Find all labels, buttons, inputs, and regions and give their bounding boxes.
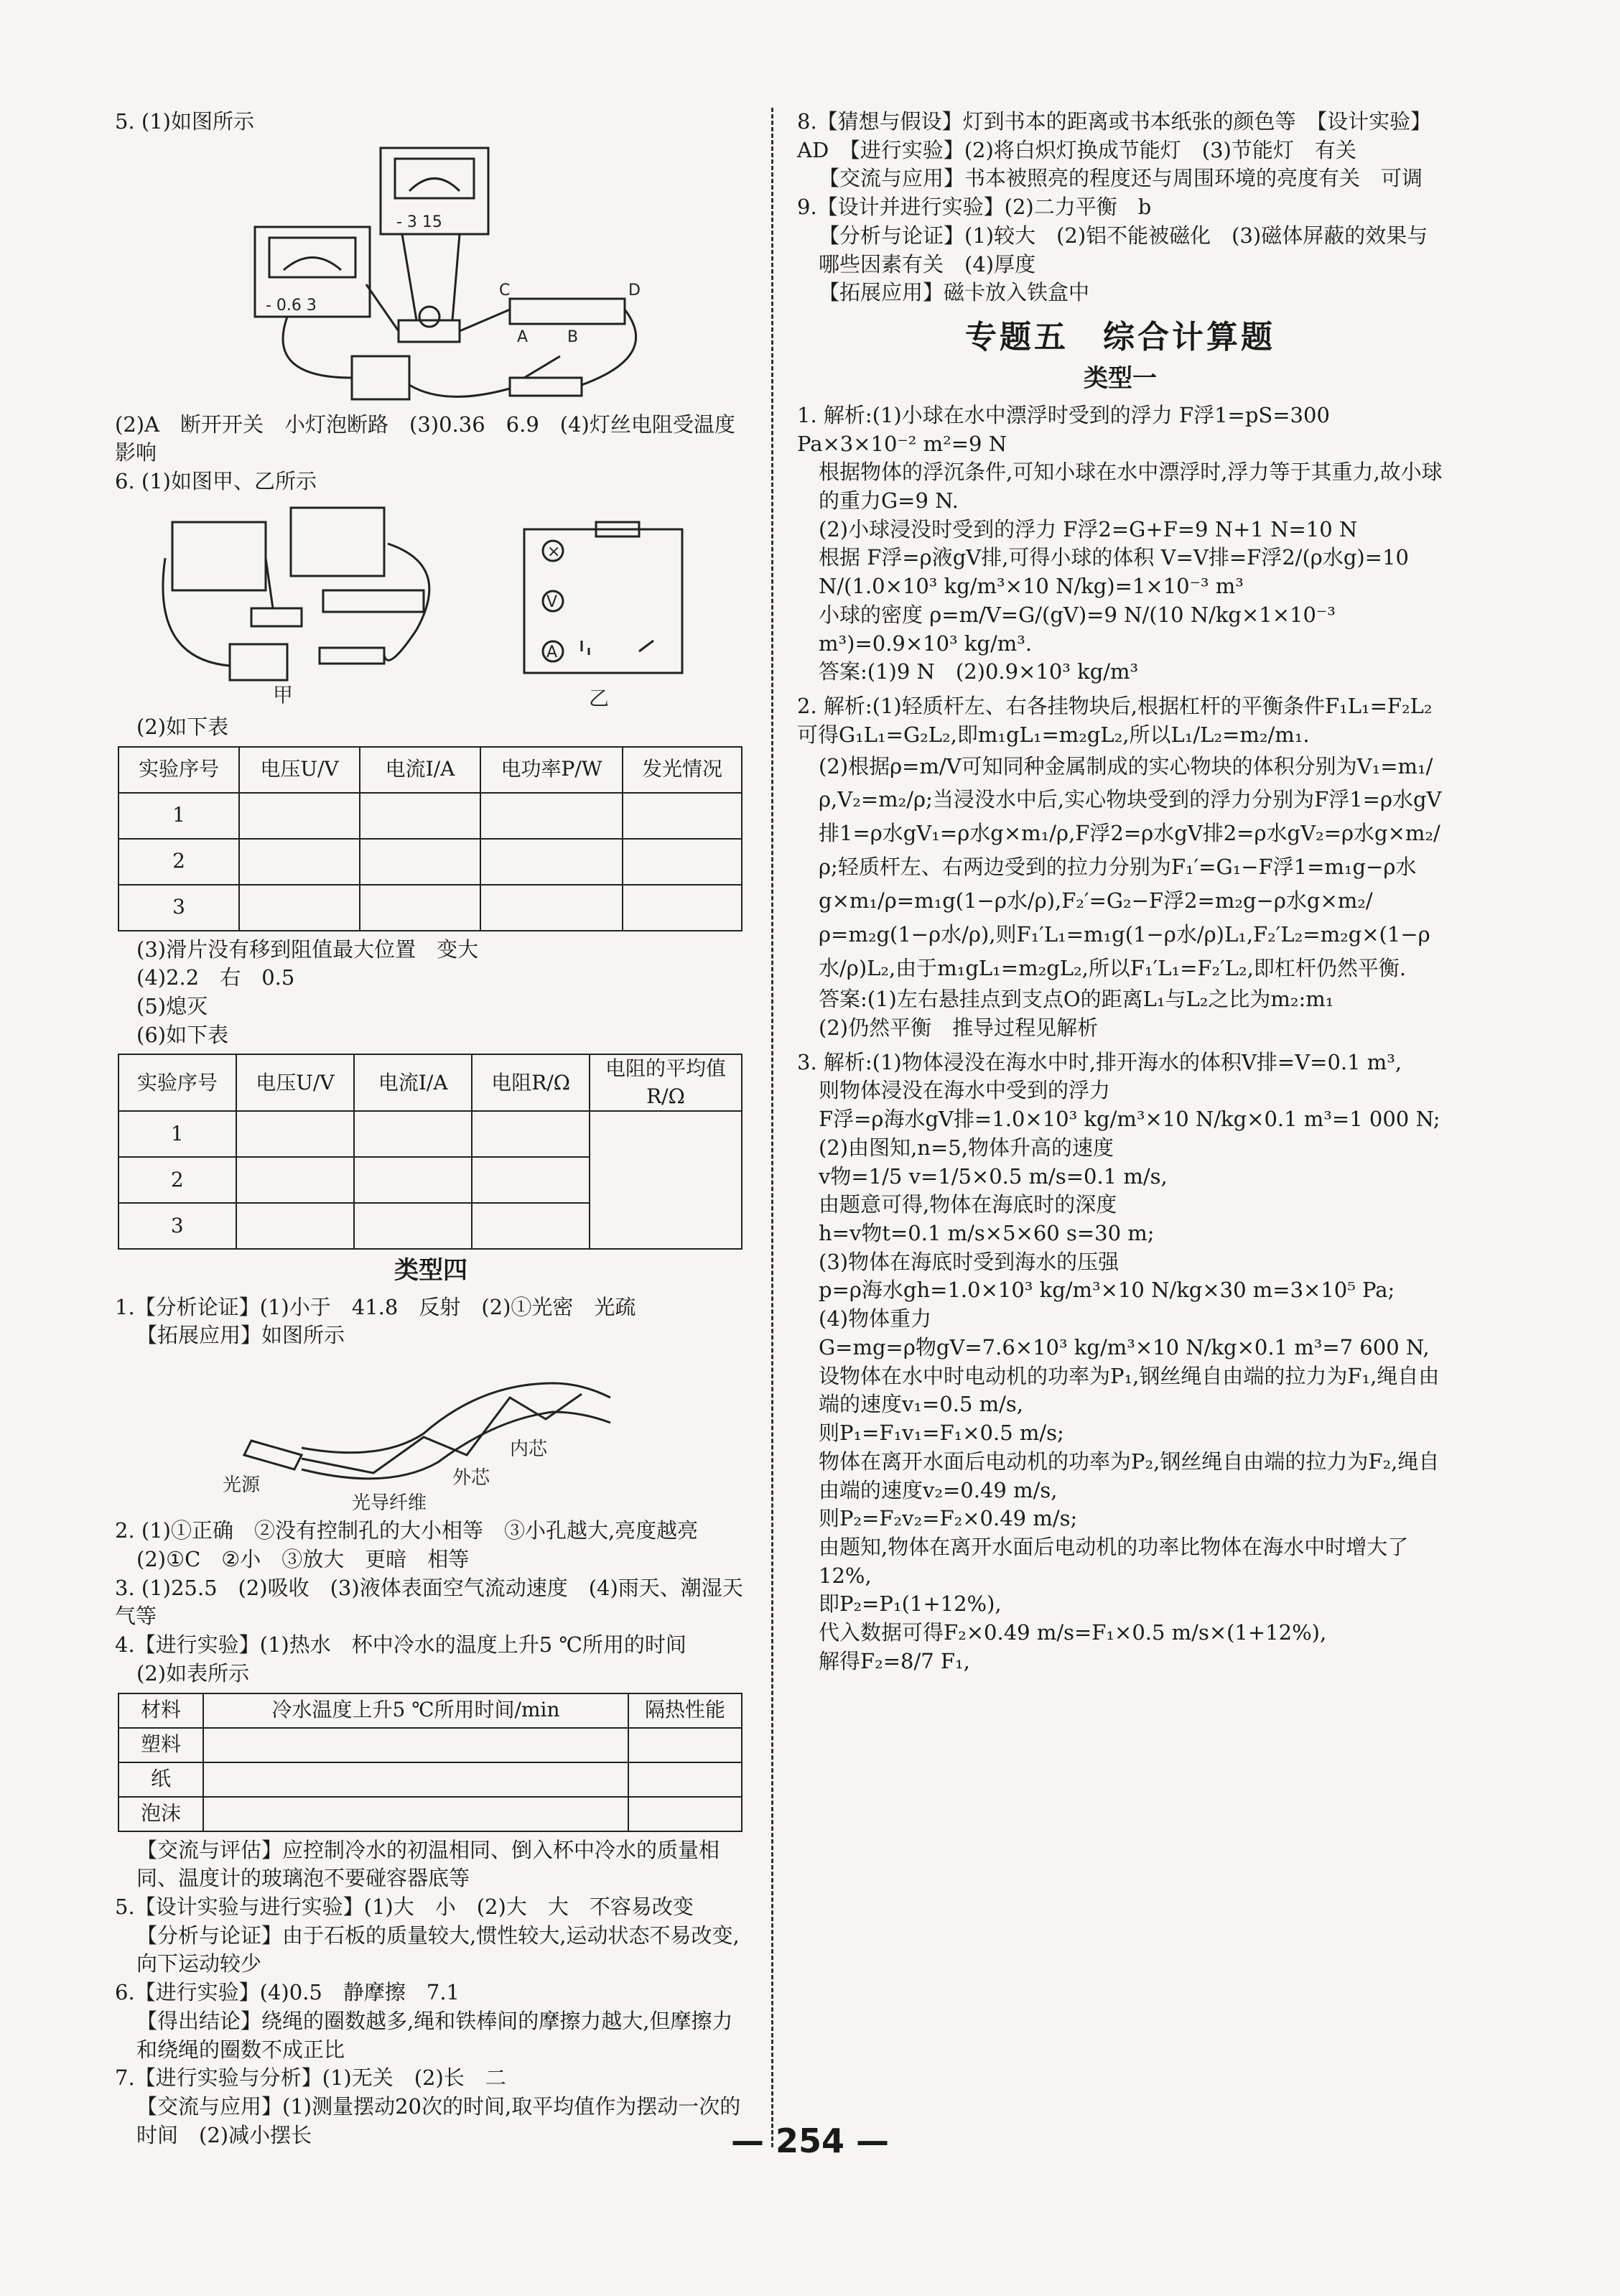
t4q3: 3. (1)25.5 (2)吸收 (3)液体表面空气流动速度 (4)雨天、潮湿天气等 <box>115 1575 743 1629</box>
table-header: 实验序号 <box>118 747 239 793</box>
c2-l1: 2. 解析:(1)轻质杆左、右各挂物块后,根据杠杆的平衡条件F₁L₁=F₂L₂可得G₁L₁=G₂L₂,即m₁gL₁=m₂gL₂,所以L₁/L₂=m₂/m₁. <box>797 694 1433 747</box>
svg-text:B: B <box>567 327 579 346</box>
svg-text:×: × <box>547 542 561 561</box>
lamp-icon <box>399 320 460 342</box>
table-header: 电功率P/W <box>480 747 623 793</box>
c3-l18: 代入数据可得F₂×0.49 m/s=F₁×0.5 m/s×(1+12%), <box>819 1620 1327 1645</box>
t4q2-a: 2. (1)①正确 ②没有控制孔的大小相等 ③小孔越大,亮度越亮 <box>115 1518 699 1543</box>
table-header: 电阻R/Ω <box>472 1054 590 1111</box>
q6-head: 6. (1)如图甲、乙所示 <box>115 469 317 494</box>
c3-l5: v物=1/5 v=1/5×0.5 m/s=0.1 m/s, <box>819 1163 1168 1189</box>
rheostat-icon <box>323 590 424 612</box>
c3-l1: 3. 解析:(1)物体浸没在海水中时,排开海水的体积V排=V=0.1 m³, <box>797 1049 1402 1074</box>
switch-icon <box>320 648 384 664</box>
table-header: 发光情况 <box>623 747 742 793</box>
svg-text:A: A <box>546 643 558 661</box>
c3-l9: p=ρ海水gh=1.0×10³ kg/m³×10 N/kg×30 m=3×10⁵ Pa; <box>819 1278 1395 1303</box>
table-row: 泡沫 <box>118 1797 742 1831</box>
c3-l2: 则物体浸没在海水中受到的浮力 <box>819 1078 1111 1103</box>
battery-icon <box>352 356 409 399</box>
fig-label-jia: 甲 <box>273 682 294 707</box>
table-row: 纸 <box>118 1762 742 1797</box>
q6-part6: (6)如下表 <box>136 1022 229 1047</box>
fig-caption: 光导纤维 <box>352 1492 427 1513</box>
section-title: 专题五 综合计算题 <box>965 319 1275 356</box>
fig-label-yi: 乙 <box>589 686 610 709</box>
t4q4-c: 【交流与评估】应控制冷水的初温相同、倒入杯中冷水的质量相同、温度计的玻璃泡不要碰容器底等 <box>136 1837 720 1891</box>
c3-l14: 物体在离开水面后电动机的功率为P₂,钢丝绳自由端的拉力为F₂,绳自由端的速度v₂=0.49 m/s, <box>819 1449 1440 1502</box>
q6-circuit-figures <box>151 501 711 709</box>
fig-outer-label: 外芯 <box>452 1467 490 1489</box>
table-row: 3 <box>118 1203 742 1249</box>
svg-text:- 3 15: - 3 15 <box>396 213 442 231</box>
c3-l19: 解得F₂=8/7 F₁, <box>819 1648 970 1673</box>
table-header: 材料 <box>118 1693 203 1728</box>
q6-table2 <box>118 1054 742 1250</box>
c3-l3: F浮=ρ海水gV排=1.0×10³ kg/m³×10 N/kg×0.1 m³=1 000 N; <box>819 1107 1440 1132</box>
q9-b: 【分析与论证】(1)较大 (2)铝不能被磁化 (3)磁体屏蔽的效果与哪些因素有关 (4)厚度 <box>819 223 1428 276</box>
c1-l5: 小球的密度 ρ=m/V=G/(gV)=9 N/(10 N/kg×1×10⁻³ m³)=0.9×10³ kg/m³. <box>819 602 1336 656</box>
t4q4-b: (2)如表所示 <box>136 1660 250 1686</box>
lamp-icon <box>251 608 302 626</box>
q6-part3: (3)滑片没有移到阻值最大位置 变大 <box>136 936 479 962</box>
table-header: 实验序号 <box>118 1054 236 1111</box>
q6-table1 <box>118 746 742 931</box>
c3-l6: 由题意可得,物体在海底时的深度 <box>819 1192 1117 1217</box>
voltmeter-icon <box>291 508 384 576</box>
t4q6-a: 6.【进行实验】(4)0.5 静摩擦 7.1 <box>115 1980 460 2005</box>
type1-title: 类型一 <box>1084 364 1157 394</box>
t4q6-b: 【得出结论】绕绳的圈数越多,绳和铁棒间的摩擦力越大,但摩擦力和绕绳的圈数不成正比 <box>136 2008 733 2062</box>
column-divider <box>771 108 773 2147</box>
rheostat-icon <box>510 299 625 324</box>
q8-a: 8.【猜想与假设】灯到书本的距离或书本纸张的颜色等 【设计实验】AD 【进行实验】(2)将白炽灯换成节能灯 (3)节能灯 有关 <box>797 109 1432 162</box>
fig-source-label: 光源 <box>223 1474 261 1497</box>
left-column <box>115 108 747 2149</box>
svg-text:A: A <box>517 327 529 346</box>
t4q2-b: (2)①C ②小 ③放大 更暗 相等 <box>136 1546 470 1571</box>
switch-icon <box>510 378 582 396</box>
table-header: 电压U/V <box>239 747 360 793</box>
table-row: 塑料 <box>118 1728 742 1762</box>
c2-l2: (2)根据ρ=m/V可知同种金属制成的实心物块的体积分别为V₁=m₁/ρ,V₂=m₂/ρ;当浸没水中后,实心物块受到的浮力分别为F浮1=ρ水gV排1=ρ水gV₁=ρ水g×m₁/ρ,F浮2=ρ水gV排2=ρ水gV₂=ρ水g×m₂/ρ;轻质杆左、右两边受到的拉力分别为F₁′=G₁−F浮1=m₁g−ρ水g×m₁/ρ=m₁g(1−ρ水/ρ),F₂′=G₂−F浮2=m₂g−ρ水g×m₂/ρ=m₂g(1−ρ水/ρ),则F₁′L₁=m₁g(1−ρ水/ρ)L₁,F₂′L₂=m₂g×(1−ρ水/ρ)L₂,由于m₁gL₁=m₂gL₂,所以F₁′L₁=F₂′L₂,即杠杆仍然平衡. <box>819 753 1442 981</box>
table-header: 电压U/V <box>236 1054 355 1111</box>
c3-l4: (2)由图知,n=5,物体升高的速度 <box>819 1135 1114 1160</box>
q6-part4: (4)2.2 右 0.5 <box>136 965 295 990</box>
table-header: 电阻的平均值R/Ω <box>590 1054 742 1111</box>
q9-c: 【拓展应用】磁卡放入铁盒中 <box>819 280 1090 305</box>
c3-l17: 即P₂=P₁(1+12%), <box>819 1591 1002 1617</box>
right-column <box>797 108 1443 1676</box>
c3-l8: (3)物体在海底时受到海水的压强 <box>819 1249 1119 1274</box>
page-number: — 254 — <box>730 2121 890 2160</box>
c1-l1: 1. 解析:(1)小球在水中漂浮时受到的浮力 F浮1=pS=300 Pa×3×10⁻² m²=9 N <box>797 402 1330 456</box>
table-header: 电流I/A <box>354 1054 472 1111</box>
svg-text:C: C <box>499 281 511 299</box>
q9-a: 9.【设计并进行实验】(2)二力平衡 b <box>797 195 1152 220</box>
table-row: 1 <box>118 793 742 839</box>
c1-l4: 根据 F浮=ρ液gV排,可得小球的体积 V=V排=F浮2/(ρ水g)=10 N/(1.0×10³ kg/m³×10 N/kg)=1×10⁻³ m³ <box>819 545 1409 599</box>
c1-l2: 根据物体的浮沉条件,可知小球在水中漂浮时,浮力等于其重力,故小球的重力G=9 N. <box>819 460 1443 513</box>
type4-title: 类型四 <box>394 1256 467 1286</box>
c3-l10: (4)物体重力 <box>819 1306 932 1331</box>
svg-text:- 0.6 3: - 0.6 3 <box>266 296 317 315</box>
ammeter-icon <box>172 522 266 590</box>
t4q5-b: 【分析与论证】由于石板的质量较大,惯性较大,运动状态不易改变,向下运动较少 <box>136 1923 740 1976</box>
t4q7-b: 【交流与应用】(1)测量摆动20次的时间,取平均值作为摆动一次的时间 (2)减小摆长 <box>136 2093 741 2147</box>
c1-answer: 答案:(1)9 N (2)0.9×10³ kg/m³ <box>819 659 1139 684</box>
svg-text:V: V <box>546 592 558 611</box>
c3-l13: 则P₁=F₁v₁=F₁×0.5 m/s; <box>819 1421 1064 1446</box>
table-header: 隔热性能 <box>628 1693 742 1728</box>
svg-text:D: D <box>628 281 641 299</box>
c2-answer2: (2)仍然平衡 推导过程见解析 <box>819 1015 1099 1040</box>
t4q1-b: 【拓展应用】如图所示 <box>136 1323 345 1348</box>
fig-inner-label: 内芯 <box>510 1439 548 1461</box>
q6-part5: (5)熄灭 <box>136 994 208 1019</box>
c2-answer1: 答案:(1)左右悬挂点到支点O的距离L₁与L₂之比为m₂:m₁ <box>819 987 1334 1012</box>
c1-l3: (2)小球浸没时受到的浮力 F浮2=G+F=9 N+1 N=10 N <box>819 516 1358 542</box>
q6-part2: (2)如下表 <box>136 714 229 739</box>
t4q4-table <box>118 1693 742 1832</box>
q5-part2: (2)A 断开开关 小灯泡断路 (3)0.36 6.9 (4)灯丝电阻受温度影响 <box>115 412 735 465</box>
table-header: 电流I/A <box>360 747 480 793</box>
t4q4-a: 4.【进行实验】(1)热水 杯中冷水的温度上升5 ℃所用的时间 <box>115 1632 686 1658</box>
table-row: 1 <box>118 1111 742 1157</box>
c3-l15: 则P₂=F₂v₂=F₂×0.49 m/s; <box>819 1506 1078 1531</box>
q5-head: 5. (1)如图所示 <box>115 109 254 134</box>
c3-l12: 设物体在水中时电动机的功率为P₁,钢丝绳自由端的拉力为F₁,绳自由端的速度v₁=0.5 m/s, <box>819 1363 1440 1417</box>
t4q7-a: 7.【进行实验与分析】(1)无关 (2)长 二 <box>115 2065 506 2091</box>
c3-l11: G=mg=ρ物gV=7.6×10³ kg/m³×10 N/kg×0.1 m³=7 600 N, <box>819 1334 1430 1360</box>
q8-b: 【交流与应用】书本被照亮的程度还与周围环境的亮度有关 可调 <box>819 166 1423 191</box>
c3-l16: 由题知,物体在离开水面后电动机的功率比物体在海水中时增大了12%, <box>819 1534 1409 1588</box>
optical-fiber-figure <box>208 1354 653 1512</box>
c3-l7: h=v物t=0.1 m/s×5×60 s=30 m; <box>819 1221 1155 1246</box>
table-header: 冷水温度上升5 ℃所用时间/min <box>203 1693 628 1728</box>
q5-circuit-figure <box>201 141 661 406</box>
table-row: 2 <box>118 839 742 885</box>
table-row: 2 <box>118 1157 742 1203</box>
table-row: 3 <box>118 885 742 931</box>
battery-icon <box>230 644 287 680</box>
t4q1-a: 1.【分析论证】(1)小于 41.8 反射 (2)①光密 光疏 <box>115 1294 636 1319</box>
t4q5-a: 5.【设计实验与进行实验】(1)大 小 (2)大 大 不容易改变 <box>115 1894 694 1919</box>
